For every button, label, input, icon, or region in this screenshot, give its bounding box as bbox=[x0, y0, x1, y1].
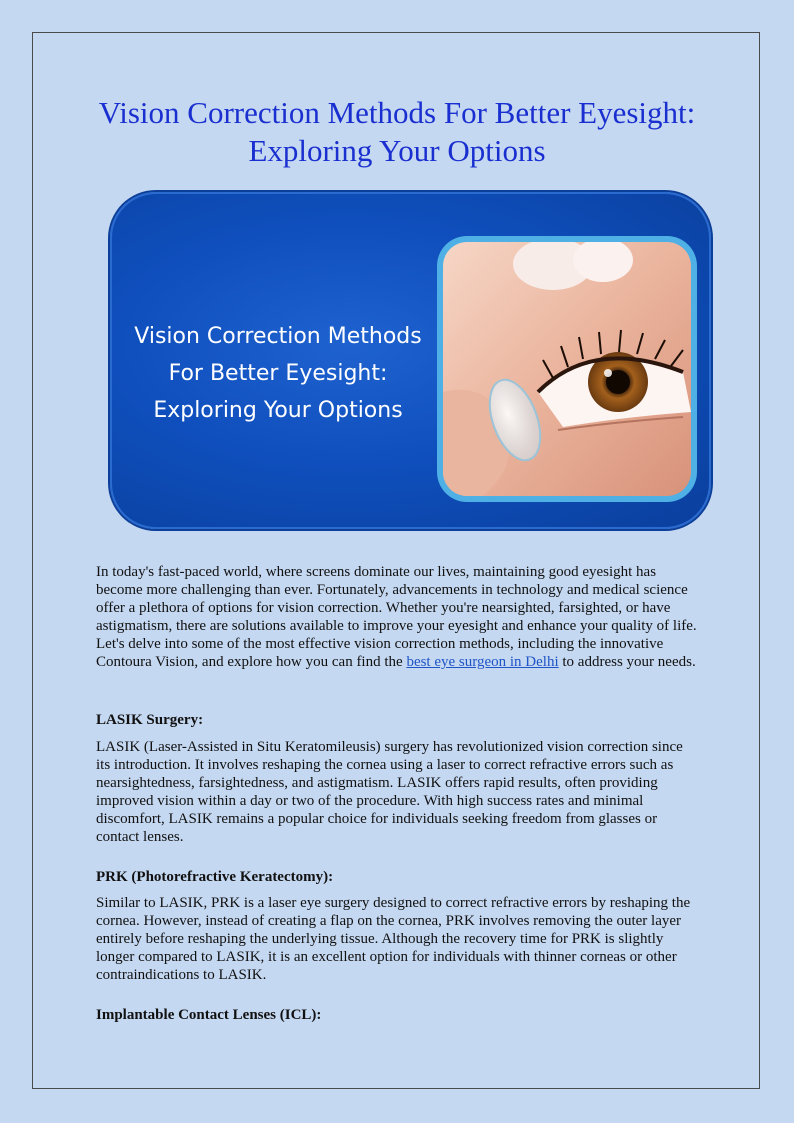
intro-text-end: to address your needs. bbox=[558, 654, 696, 670]
banner-line: Exploring Your Options bbox=[153, 398, 403, 423]
best-eye-surgeon-link[interactable]: best eye surgeon in Delhi bbox=[406, 654, 559, 670]
banner-line: For Better Eyesight: bbox=[168, 361, 388, 386]
section-body-prk: Similar to LASIK, PRK is a laser eye surgery designed to correct refractive errors by reshaping the cornea. However, instead of creating a flap on the cornea, PRK involves removing the outer layer entirely before reshaping the underlying tissue. Although the recovery time for PRK is slightly longer compared to LASIK, it is an excellent option for individuals with thinner corneas or other contraindications to LASIK. bbox=[96, 895, 691, 983]
eye-illustration bbox=[443, 242, 691, 496]
banner-line: Vision Correction Methods bbox=[134, 324, 422, 349]
hero-banner bbox=[110, 192, 711, 529]
eye-photo-frame bbox=[437, 236, 697, 502]
section-heading-prk: PRK (Photorefractive Keratectomy): bbox=[96, 869, 334, 885]
intro-text: In today's fast-paced world, where screens dominate our lives, maintaining good eyesight has become more challenging than ever. Fortunately, advancements in technology and medical science offer a plethora of options for vision correction. Whether you're nearsighted, farsighted, or have astigmatism, there are solutions available to improve your eyesight and enhance your quality of life. Let's delve into some of the most effective vision correction methods, including the innovative Contoura Vision, and explore how you can find the bbox=[96, 564, 697, 670]
intro-paragraph bbox=[96, 563, 700, 671]
eye-contact-lens-photo bbox=[443, 242, 691, 496]
section-heading-icl: Implantable Contact Lenses (ICL): bbox=[96, 1007, 322, 1023]
banner-caption bbox=[128, 318, 428, 429]
section-body-lasik: LASIK (Laser-Assisted in Situ Keratomileusis) surgery has revolutionized vision correction since its introduction. It involves reshaping the cornea using a laser to correct refractive errors such as nearsightedness, farsightedness, and astigmatism. LASIK offers rapid results, often providing improved vision within a day or two of the procedure. With high success rates and minimal discomfort, LASIK remains a popular choice for individuals seeking freedom from glasses or contact lenses. bbox=[96, 739, 683, 845]
page-title: Vision Correction Methods For Better Eyesight: Exploring Your Options bbox=[98, 95, 696, 168]
section-heading-lasik: LASIK Surgery: bbox=[96, 712, 204, 728]
